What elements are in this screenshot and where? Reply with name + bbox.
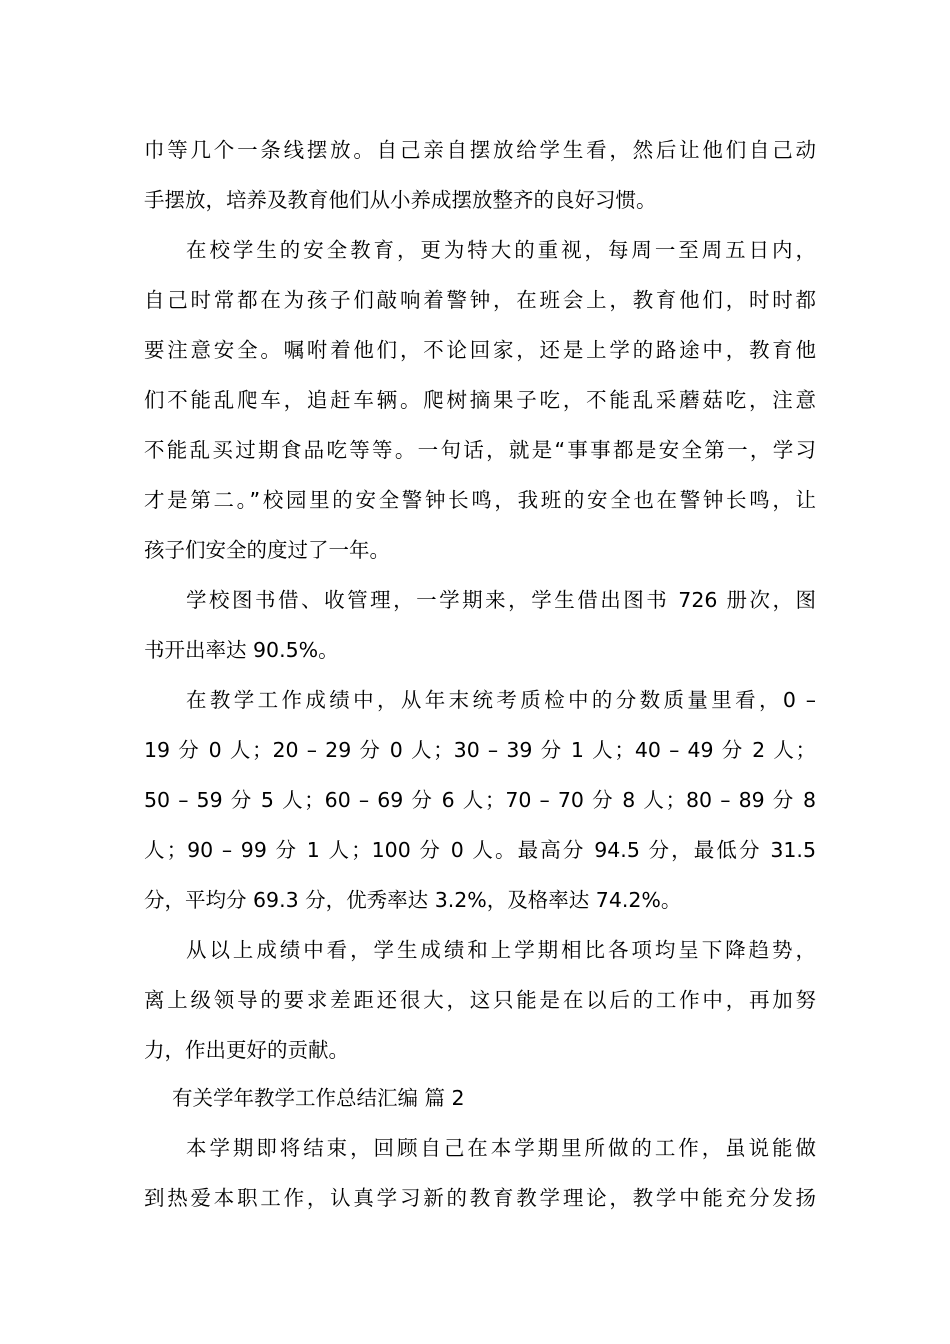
body-text-line: 人；90 – 99 分 1 人；100 分 0 人。最高分 94.5 分，最低分 31.5 xyxy=(144,838,816,862)
body-text-line: 学校图书借、收管理，一学期来，学生借出图书 726 册次，图 xyxy=(186,588,816,612)
body-text-line: 手摆放，培养及教育他们从小养成摆放整齐的良好习惯。 xyxy=(144,188,657,212)
body-text-line: 力，作出更好的贡献。 xyxy=(144,1038,349,1062)
body-text-line: 本学期即将结束，回顾自己在本学期里所做的工作，虽说能做 xyxy=(186,1136,816,1160)
body-text-line: 书开出率达 90.5%。 xyxy=(144,638,339,662)
body-text-line: 50 – 59 分 5 人；60 – 69 分 6 人；70 – 70 分 8 人；80 – 89 分 8 xyxy=(144,788,816,812)
body-text-line: 19 分 0 人；20 – 29 分 0 人；30 – 39 分 1 人；40 – 49 分 2 人； xyxy=(144,738,816,762)
body-text-line: 分，平均分 69.3 分，优秀率达 3.2%，及格率达 74.2%。 xyxy=(144,888,682,912)
body-text-line: 在教学工作成绩中，从年末统考质检中的分数质量里看，0 – xyxy=(186,688,816,712)
body-text-line: 在校学生的安全教育，更为特大的重视，每周一至周五日内， xyxy=(186,238,816,262)
body-text-line: 从以上成绩中看，学生成绩和上学期相比各项均呈下降趋势， xyxy=(186,938,816,962)
body-text-line: 要注意安全。嘱咐着他们，不论回家，还是上学的路途中，教育他 xyxy=(144,338,816,362)
body-text-line: 才是第二。”校园里的安全警钟长鸣，我班的安全也在警钟长鸣，让 xyxy=(144,488,816,512)
section-heading: 有关学年教学工作总结汇编 篇 2 xyxy=(172,1086,465,1110)
body-text-line: 不能乱买过期食品吃等等。一句话，就是“事事都是安全第一，学习 xyxy=(144,438,816,462)
body-text-line: 孩子们安全的度过了一年。 xyxy=(144,538,390,562)
body-text-line: 到热爱本职工作，认真学习新的教育教学理论，教学中能充分发扬 xyxy=(144,1186,816,1210)
body-text-line: 自己时常都在为孩子们敲响着警钟，在班会上，教育他们，时时都 xyxy=(144,288,816,312)
body-text-line: 巾等几个一条线摆放。自己亲自摆放给学生看，然后让他们自己动 xyxy=(144,138,816,162)
body-text-line: 离上级领导的要求差距还很大，这只能是在以后的工作中，再加努 xyxy=(144,988,816,1012)
body-text-line: 们不能乱爬车，追赶车辆。爬树摘果子吃，不能乱采蘑菇吃，注意 xyxy=(144,388,816,412)
